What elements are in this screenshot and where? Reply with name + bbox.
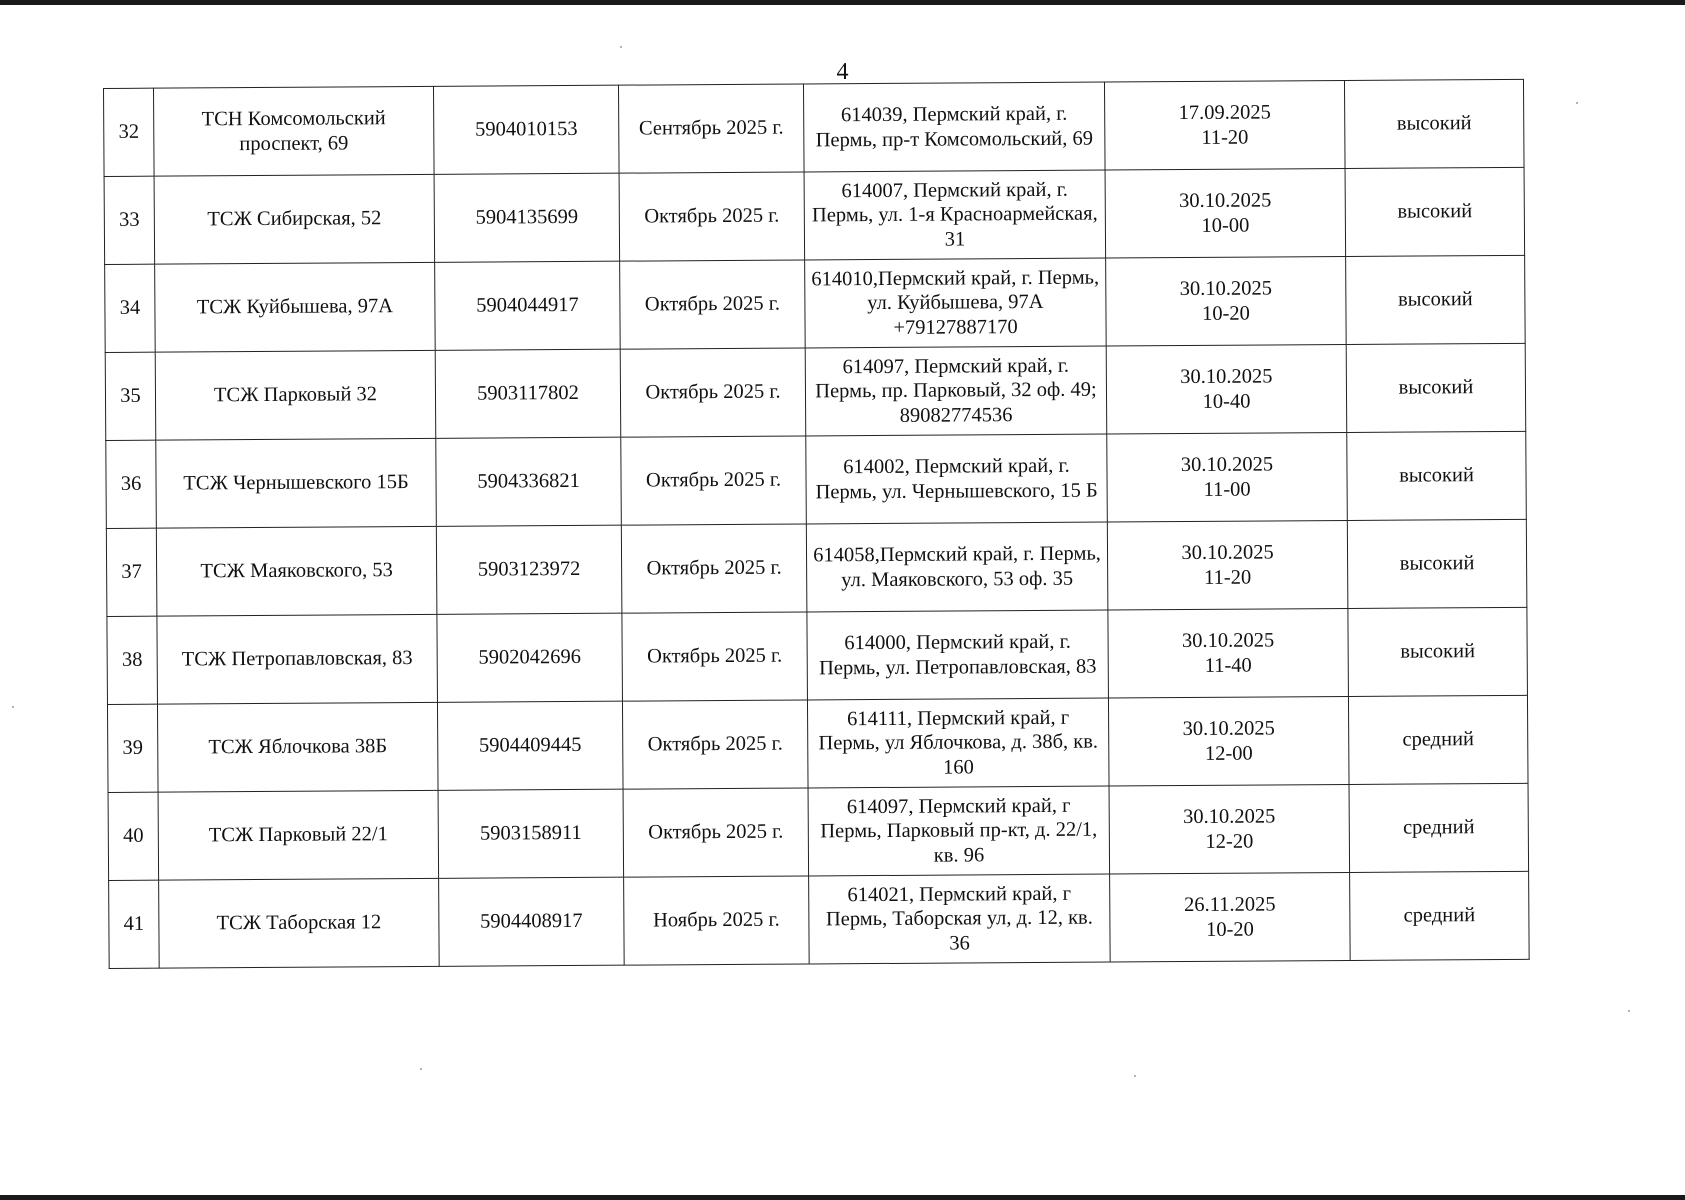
cell-datetime (1108, 696, 1349, 786)
cell-inn: 5904409445 (437, 701, 623, 790)
cell-datetime (1107, 432, 1348, 522)
cell-level: высокий (1346, 343, 1526, 432)
cell-address: 614002, Пермский край, г. Пермь, ул. Чернышевского, 15 Б (806, 434, 1108, 524)
cell-period: Октябрь 2025 г. (620, 260, 806, 349)
cell-name: ТСЖ Таборская 12 (159, 878, 440, 968)
cell-datetime (1105, 168, 1346, 258)
table-row (108, 783, 1529, 880)
inspection-time: 11-20 (1201, 126, 1249, 149)
cell-level: высокий (1344, 79, 1524, 168)
cell-inn: 5904408917 (439, 877, 625, 966)
cell-address: 614021, Пермский край, г Пермь, Таборская ул, д. 12, кв. 36 (809, 874, 1111, 964)
scan-speck (1134, 1075, 1136, 1077)
cell-address: 614097, Пермский край, г Пермь, Парковый пр-кт, д. 22/1, кв. 96 (808, 786, 1110, 876)
table-row (104, 167, 1525, 264)
cell-name: ТСЖ Чернышевского 15Б (156, 438, 437, 528)
cell-number: 41 (109, 880, 160, 968)
inspection-time: 11-00 (1203, 478, 1251, 501)
cell-number: 40 (108, 792, 159, 880)
scan-speck (1628, 1010, 1630, 1012)
cell-period: Октябрь 2025 г. (622, 700, 808, 789)
table-row (104, 79, 1525, 176)
cell-level: высокий (1347, 431, 1527, 520)
inspection-date: 30.10.2025 (1179, 188, 1272, 212)
cell-address: 614039, Пермский край, г. Пермь, пр-т Комсомольский, 69 (803, 82, 1105, 172)
cell-inn: 5902042696 (437, 613, 623, 702)
cell-datetime (1107, 520, 1348, 610)
cell-datetime (1109, 784, 1350, 874)
inspection-time: 12-00 (1204, 742, 1253, 765)
cell-address: 614010,Пермский край, г. Пермь, ул. Куйбышева, 97А +79127887170 (805, 258, 1107, 348)
cell-name: ТСН Комсомольский проспект, 69 (154, 86, 435, 176)
scan-speck (420, 1068, 422, 1070)
cell-level: высокий (1348, 607, 1528, 696)
cell-period: Сентябрь 2025 г. (618, 84, 804, 173)
scan-speck (12, 706, 14, 708)
inspection-date: 30.10.2025 (1181, 628, 1275, 652)
cell-name: ТСЖ Парковый 22/1 (158, 790, 439, 880)
cell-level: средний (1349, 783, 1529, 872)
inspection-date: 30.10.2025 (1181, 540, 1274, 564)
inspection-time: 10-20 (1201, 302, 1250, 325)
cell-level: высокий (1345, 167, 1525, 256)
cell-name: ТСЖ Куйбышева, 97А (155, 262, 436, 352)
cell-datetime (1108, 608, 1349, 698)
inspection-time: 10-40 (1202, 390, 1251, 413)
table-row (106, 431, 1527, 528)
cell-inn: 5903158911 (438, 789, 624, 878)
cell-inn: 5904336821 (436, 437, 622, 526)
cell-inn: 5904010153 (433, 85, 619, 174)
cell-inn: 5904044917 (435, 261, 621, 350)
cell-level: средний (1350, 871, 1530, 960)
cell-address: 614000, Пермский край, г. Пермь, ул. Петропавловская, 83 (807, 610, 1109, 700)
table-row (106, 519, 1527, 616)
cell-address: 614058,Пермский край, г. Пермь, ул. Маяковского, 53 оф. 35 (806, 522, 1108, 612)
cell-number: 32 (104, 88, 155, 176)
cell-number: 33 (104, 176, 155, 264)
registry-table (103, 79, 1530, 969)
cell-datetime (1110, 872, 1351, 962)
cell-level: высокий (1346, 255, 1526, 344)
inspection-date: 30.10.2025 (1179, 276, 1273, 300)
inspection-date: 17.09.2025 (1178, 100, 1271, 124)
inspection-time: 12-20 (1205, 830, 1254, 853)
cell-number: 35 (105, 352, 156, 440)
table-row (105, 255, 1526, 352)
inspection-date: 30.10.2025 (1180, 452, 1274, 476)
cell-inn: 5904135699 (434, 173, 620, 262)
cell-datetime (1106, 344, 1347, 434)
inspection-time: 10-00 (1201, 214, 1250, 237)
cell-number: 34 (105, 264, 156, 352)
inspection-time: 11-20 (1204, 566, 1252, 589)
page-number: 4 (836, 59, 849, 85)
cell-level: высокий (1347, 519, 1527, 608)
cell-period: Октябрь 2025 г. (622, 612, 808, 701)
inspection-date: 30.10.2025 (1180, 364, 1273, 388)
scan-edge-top (0, 0, 1685, 5)
inspection-date: 30.10.2025 (1182, 716, 1275, 740)
cell-address: 614111, Пермский край, г Пермь, ул Яблочкова, д. 38б, кв. 160 (807, 698, 1109, 788)
cell-period: Октябрь 2025 г. (620, 348, 806, 437)
table-body (104, 79, 1530, 968)
cell-name: ТСЖ Сибирская, 52 (154, 174, 435, 264)
cell-period: Ноябрь 2025 г. (624, 876, 810, 965)
cell-address: 614097, Пермский край, г. Пермь, пр. Парковый, 32 оф. 49; 89082774536 (805, 346, 1107, 436)
cell-period: Октябрь 2025 г. (619, 172, 805, 261)
cell-datetime (1104, 80, 1345, 170)
cell-name: ТСЖ Маяковского, 53 (156, 526, 437, 616)
scan-speck (620, 46, 622, 48)
cell-number: 39 (107, 704, 158, 792)
table-row (109, 871, 1530, 968)
scan-speck (1576, 102, 1578, 104)
cell-datetime (1106, 256, 1347, 346)
inspection-time: 10-20 (1205, 918, 1254, 941)
cell-name: ТСЖ Парковый 32 (155, 350, 436, 440)
table-row (105, 343, 1526, 440)
cell-period: Октябрь 2025 г. (623, 788, 809, 877)
scan-edge-bottom (0, 1195, 1685, 1200)
cell-inn: 5903123972 (436, 525, 622, 614)
cell-period: Октябрь 2025 г. (621, 436, 807, 525)
cell-number: 36 (106, 440, 157, 528)
table-row (107, 607, 1528, 704)
inspection-date: 30.10.2025 (1183, 804, 1276, 828)
cell-level: средний (1348, 695, 1528, 784)
cell-number: 38 (107, 616, 158, 704)
inspection-time: 11-40 (1204, 654, 1252, 677)
cell-name: ТСЖ Яблочкова 38Б (157, 702, 438, 792)
table-row (107, 695, 1528, 792)
cell-inn: 5903117802 (435, 349, 621, 438)
cell-address: 614007, Пермский край, г. Пермь, ул. 1-я Красноармейская, 31 (804, 170, 1106, 260)
cell-period: Октябрь 2025 г. (621, 524, 807, 613)
cell-name: ТСЖ Петропавловская, 83 (157, 614, 438, 704)
cell-number: 37 (106, 528, 157, 616)
inspection-date: 26.11.2025 (1183, 892, 1276, 916)
